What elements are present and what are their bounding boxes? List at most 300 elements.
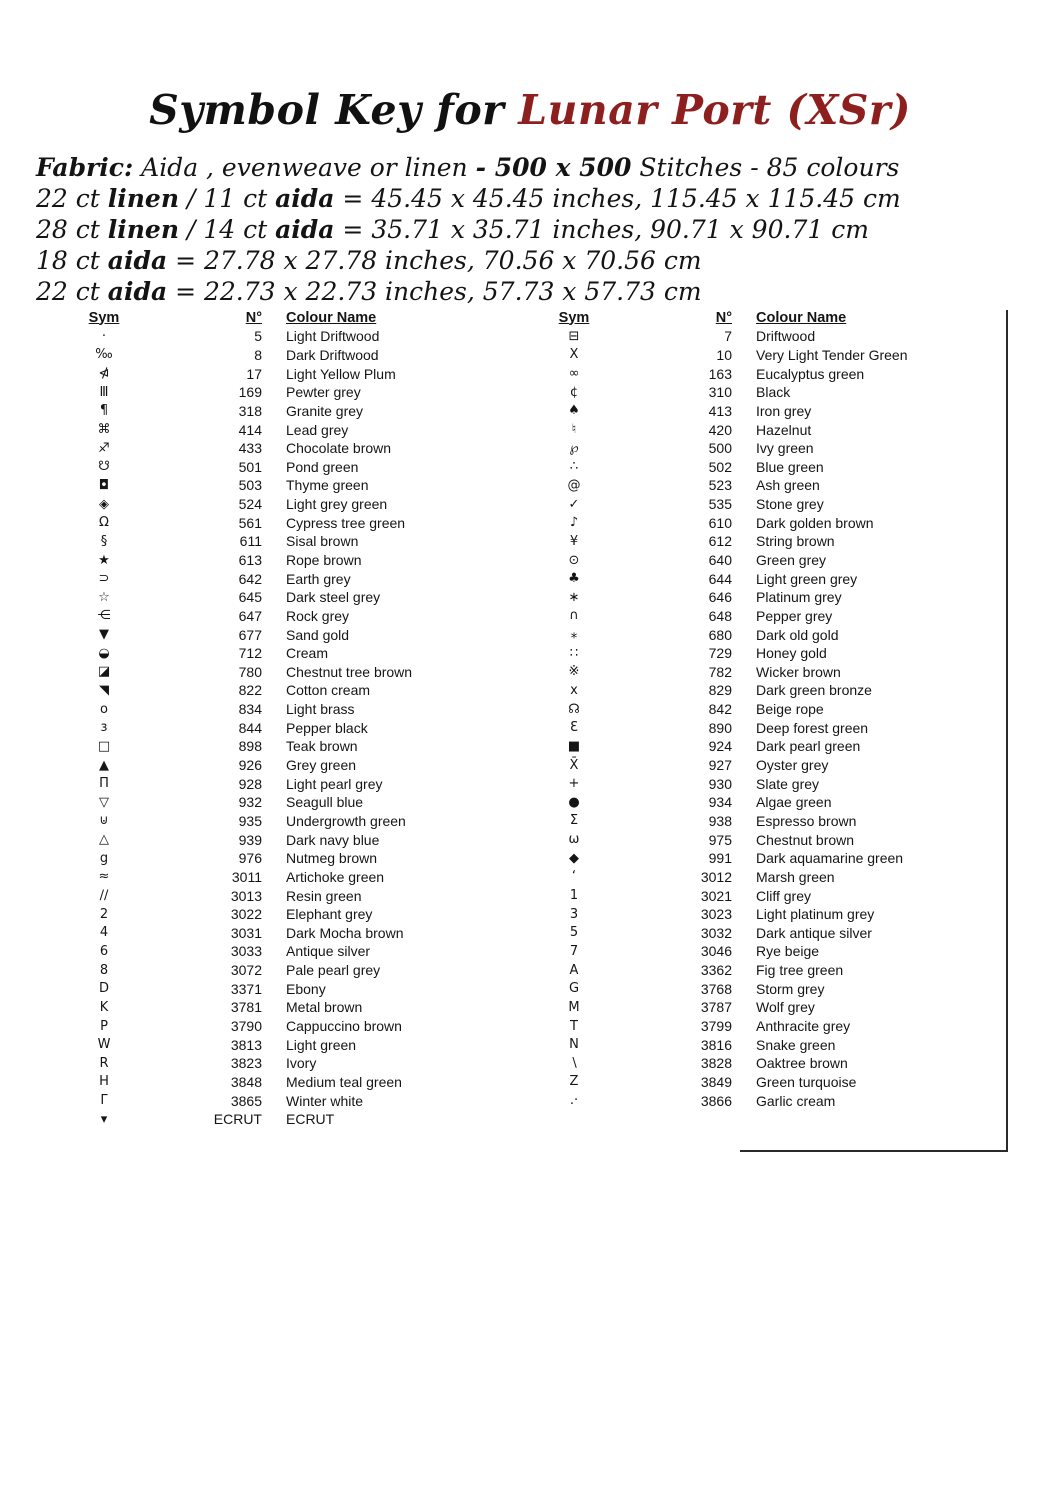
stitch-symbol: D	[98, 981, 109, 997]
thread-number: 10	[716, 346, 732, 363]
thread-number: 610	[708, 514, 732, 531]
key-row	[62, 588, 507, 607]
thread-number: 3012	[700, 868, 732, 885]
thread-number: 3011	[231, 868, 262, 885]
fabric-text-segment: 22 ct	[36, 184, 108, 213]
fabric-spec-line	[36, 214, 1026, 245]
stitch-symbol: N	[569, 1037, 579, 1053]
thread-number: 680	[708, 626, 732, 643]
fabric-text-segment: - 500 x 500	[475, 153, 632, 182]
thread-number: 647	[238, 607, 262, 624]
stitch-symbol: Ⅲ	[99, 384, 109, 400]
key-row	[532, 439, 984, 458]
fabric-text-segment: linen	[107, 215, 180, 244]
stitch-symbol: ·	[101, 328, 107, 344]
colour-name: Oaktree brown	[756, 1055, 848, 1072]
thread-number: 611	[239, 533, 262, 550]
key-row	[62, 402, 507, 421]
stitch-symbol: ◪	[97, 664, 111, 680]
thread-number: 640	[708, 552, 732, 568]
key-row	[532, 625, 984, 644]
colour-name: Sisal brown	[286, 533, 359, 550]
colour-name: Cotton cream	[286, 682, 371, 699]
stitch-symbol: ⋲	[97, 608, 111, 624]
fabric-text-segment: linen	[107, 184, 180, 213]
colour-name: Oyster grey	[756, 757, 829, 774]
stitch-symbol: ✓	[568, 496, 580, 512]
thread-number: 7	[724, 328, 732, 345]
colour-name: Black	[756, 384, 791, 401]
stitch-symbol: ∩	[569, 608, 579, 624]
key-row	[62, 551, 507, 570]
colour-name: ECRUT	[286, 1111, 335, 1128]
colour-name: Green turquoise	[756, 1073, 857, 1090]
colour-name: Storm grey	[756, 980, 825, 997]
colour-name: Pond green	[286, 458, 359, 475]
stitch-symbol: T	[570, 1018, 578, 1034]
thread-number: 644	[708, 570, 732, 587]
thread-number: 420	[708, 421, 732, 438]
colour-name: Granite grey	[286, 402, 364, 419]
stitch-symbol: g	[99, 850, 109, 866]
thread-number: 3033	[230, 943, 262, 960]
fabric-text-segment: = 27.78 x 27.78 inches, 70.56 x 70.56 cm	[167, 246, 702, 275]
colour-name: Fig tree green	[756, 962, 844, 979]
stitch-symbol: x	[570, 682, 578, 698]
stitch-symbol: R	[99, 1055, 109, 1071]
stitch-symbol: ☋	[98, 459, 110, 475]
key-row	[62, 1073, 507, 1092]
stitch-symbol: X	[569, 347, 579, 363]
thread-number: 927	[708, 757, 732, 774]
stitch-symbol: Σ	[569, 813, 579, 829]
thread-number: 535	[708, 496, 732, 513]
colour-name: Dark pearl green	[756, 738, 861, 755]
key-row	[532, 644, 984, 663]
fabric-text-segment: = 22.73 x 22.73 inches, 57.73 x 57.73 cm	[167, 277, 702, 306]
colour-name: Rock grey	[286, 607, 350, 624]
thread-number: 976	[238, 850, 262, 867]
header-sym: Sym	[558, 309, 590, 326]
colour-name: Dark steel grey	[286, 589, 381, 606]
colour-name: Espresso brown	[756, 812, 857, 829]
thread-number: 3013	[230, 887, 262, 904]
key-row	[532, 718, 984, 737]
colour-name: Cream	[286, 645, 329, 662]
colour-name: Ivory	[286, 1055, 317, 1072]
stitch-symbol: ω	[568, 832, 580, 848]
colour-name: Blue green	[756, 458, 824, 475]
thread-number: 3813	[230, 1036, 262, 1053]
key-row	[532, 774, 984, 793]
fabric-text-segment: aida	[275, 184, 335, 213]
key-row	[532, 513, 984, 532]
thread-number: 3031	[230, 924, 262, 941]
stitch-symbol: ◒	[98, 645, 110, 661]
key-row	[62, 495, 507, 514]
title-pattern-name: Lunar Port (XSr)	[518, 86, 911, 134]
key-row	[62, 756, 507, 775]
thread-number: 3799	[700, 1018, 732, 1035]
colour-name: Elephant grey	[286, 906, 373, 923]
thread-number: 939	[238, 831, 262, 848]
key-table-right-header	[532, 308, 984, 327]
key-row	[62, 905, 507, 924]
stitch-symbol: M	[568, 999, 580, 1015]
colour-name: Honey gold	[756, 645, 827, 662]
key-row	[62, 346, 507, 365]
stitch-symbol: ∗	[568, 589, 580, 605]
thread-number: 712	[238, 645, 262, 662]
stitch-symbol: ♮	[571, 422, 577, 438]
colour-name: Sand gold	[286, 626, 350, 643]
colour-name: Green grey	[756, 552, 827, 568]
fabric-text-segment: / 14 ct	[179, 215, 276, 244]
thread-number: 163	[708, 365, 732, 382]
key-row	[62, 663, 507, 682]
colour-name: Slate grey	[756, 775, 820, 792]
colour-name: Light brass	[286, 701, 355, 718]
stitch-symbol: ◥	[99, 682, 109, 698]
key-row	[532, 812, 984, 831]
colour-name: Dark aquamarine green	[756, 850, 904, 867]
key-row	[62, 625, 507, 644]
colour-name: Deep forest green	[756, 719, 869, 736]
fabric-spec-line	[36, 276, 1026, 307]
fabric-text-segment: = 35.71 x 35.71 inches, 90.71 x 90.71 cm	[334, 215, 869, 244]
fabric-text-segment: 18 ct	[36, 246, 108, 275]
stitch-symbol: ☆	[98, 589, 110, 605]
title-prefix: Symbol Key for	[149, 86, 505, 134]
key-row	[532, 663, 984, 682]
stitch-symbol: 1	[569, 888, 579, 904]
thread-number: 3362	[700, 962, 732, 979]
key-row	[532, 607, 984, 626]
key-row	[62, 812, 507, 831]
colour-name: Pale pearl grey	[286, 962, 381, 979]
thread-number: 648	[708, 607, 732, 624]
thread-number: 414	[238, 421, 262, 438]
fabric-text-segment: 22 ct	[36, 277, 108, 306]
key-row	[62, 420, 507, 439]
colour-name: Winter white	[286, 1092, 364, 1109]
key-row	[62, 439, 507, 458]
thread-number: 3072	[230, 962, 262, 979]
thread-number: 3768	[700, 980, 732, 997]
thread-number: 729	[708, 645, 732, 662]
colour-name: Light Yellow Plum	[286, 365, 396, 382]
key-table-right-rows	[532, 327, 984, 1110]
key-row	[532, 532, 984, 551]
stitch-symbol: P	[100, 1018, 108, 1034]
key-row	[62, 476, 507, 495]
colour-name: Dark old gold	[756, 626, 839, 643]
thread-number: 3046	[700, 943, 732, 960]
stitch-symbol: K	[99, 999, 109, 1015]
stitch-symbol: ⌘	[97, 422, 111, 438]
stitch-symbol: W	[97, 1037, 111, 1053]
thread-number: 561	[238, 514, 262, 531]
colour-name: Chestnut brown	[756, 831, 855, 848]
stitch-symbol: ●	[568, 794, 580, 810]
stitch-symbol: Z	[569, 1074, 579, 1090]
stitch-symbol: ∷	[569, 645, 579, 661]
colour-name: Dark antique silver	[756, 924, 872, 941]
colour-name: Very Light Tender Green	[756, 346, 908, 363]
fabric-text-segment: aida	[107, 277, 168, 306]
table-right-border-line	[1006, 310, 1008, 1152]
stitch-symbol: ◆	[569, 850, 579, 866]
key-table-left-rows	[62, 327, 507, 1129]
key-row	[532, 383, 984, 402]
stitch-symbol: 3	[569, 906, 579, 922]
key-row	[532, 457, 984, 476]
thread-number: 3022	[230, 906, 262, 923]
key-row	[532, 849, 984, 868]
colour-name: Pepper grey	[756, 607, 833, 624]
stitch-symbol: H	[99, 1074, 109, 1090]
key-table-left	[62, 308, 507, 1129]
header-num: N°	[245, 309, 262, 326]
colour-name: Seagull blue	[286, 794, 364, 811]
stitch-symbol: ¶	[99, 403, 109, 419]
stitch-symbol: X̄	[569, 757, 579, 773]
key-row	[62, 644, 507, 663]
key-row	[62, 1035, 507, 1054]
stitch-symbol: 7	[569, 943, 579, 959]
thread-number: 991	[708, 850, 732, 867]
thread-number: 780	[238, 663, 262, 680]
thread-number: 612	[708, 533, 732, 550]
thread-number: 928	[238, 775, 262, 792]
stitch-symbol: 8	[99, 962, 109, 978]
colour-name: Light green	[286, 1036, 357, 1053]
colour-name: Artichoke green	[286, 868, 385, 885]
key-row	[532, 551, 984, 570]
table-bottom-border-line	[740, 1150, 1006, 1152]
stitch-symbol: ∕∕	[99, 888, 109, 904]
stitch-symbol: ⁎	[570, 627, 578, 643]
key-row	[532, 942, 984, 961]
key-row	[62, 830, 507, 849]
thread-number: 3032	[700, 924, 732, 941]
colour-name: Lead grey	[286, 421, 349, 438]
key-row	[62, 942, 507, 961]
key-row	[532, 1054, 984, 1073]
header-num: N°	[715, 309, 732, 326]
colour-name: Undergrowth green	[286, 812, 406, 829]
key-row	[62, 513, 507, 532]
colour-name: Pewter grey	[286, 384, 361, 401]
colour-name: Garlic cream	[756, 1092, 836, 1109]
colour-name: Chestnut tree brown	[286, 663, 413, 680]
fabric-block	[36, 152, 1026, 307]
stitch-symbol: ★	[98, 552, 110, 568]
key-row	[532, 737, 984, 756]
key-row	[62, 1091, 507, 1110]
stitch-symbol: □	[97, 738, 111, 754]
fabric-text-segment: Aida , evenweave or linen	[133, 153, 476, 182]
stitch-symbol: ⊃	[98, 571, 110, 587]
fabric-text-segment: aida	[275, 215, 335, 244]
stitch-symbol: ◈	[99, 496, 109, 512]
colour-name: Nutmeg brown	[286, 850, 378, 867]
key-row	[532, 588, 984, 607]
thread-number: 5	[254, 328, 262, 345]
stitch-symbol: ♪	[569, 515, 579, 531]
key-row	[62, 700, 507, 719]
stitch-symbol: 5	[569, 925, 579, 941]
key-row	[62, 868, 507, 887]
key-row	[532, 327, 984, 346]
stitch-symbol: ∴	[569, 459, 579, 475]
key-row	[532, 476, 984, 495]
thread-number: 935	[238, 812, 262, 829]
key-row	[62, 1110, 507, 1129]
stitch-symbol: ☊	[568, 701, 580, 717]
key-row	[532, 998, 984, 1017]
key-row	[532, 1073, 984, 1092]
thread-number: 502	[708, 458, 732, 475]
thread-number: 924	[708, 738, 732, 755]
stitch-symbol: ≈	[98, 869, 110, 885]
stitch-symbol: ⋪	[98, 366, 110, 382]
thread-number: 3848	[230, 1073, 262, 1090]
stitch-symbol: 2	[99, 906, 109, 922]
colour-name: Beige rope	[756, 701, 824, 718]
colour-name: Thyme green	[286, 477, 369, 494]
thread-number: 500	[708, 440, 732, 457]
thread-number: 8	[254, 346, 262, 363]
thread-number: 677	[238, 626, 262, 643]
colour-name: Driftwood	[756, 328, 816, 345]
colour-name: Platinum grey	[756, 589, 842, 606]
stitch-symbol: Ɛ	[570, 720, 578, 736]
colour-name: Cliff grey	[756, 887, 811, 904]
key-row	[532, 793, 984, 812]
key-row	[532, 569, 984, 588]
thread-number: 829	[708, 682, 732, 699]
stitch-symbol: ¥	[569, 533, 579, 549]
page-title	[0, 86, 1060, 134]
stitch-symbol: ◘	[98, 477, 110, 493]
stitch-symbol: 4	[99, 925, 109, 941]
key-row	[62, 998, 507, 1017]
key-row	[62, 681, 507, 700]
colour-name: String brown	[756, 533, 835, 550]
stitch-symbol: ɜ	[100, 720, 108, 736]
thread-number: 782	[708, 663, 732, 680]
stitch-symbol: ∖	[569, 1055, 579, 1071]
thread-number: 932	[238, 794, 262, 811]
colour-name: Ivy green	[756, 440, 814, 457]
colour-name: Cappuccino brown	[286, 1018, 402, 1035]
thread-number: 17	[246, 365, 262, 382]
key-row	[532, 346, 984, 365]
thread-number: 822	[238, 682, 262, 699]
fabric-spec-line	[36, 245, 1026, 276]
thread-number: 930	[708, 775, 732, 792]
stitch-symbol: o	[100, 701, 108, 717]
key-row	[532, 830, 984, 849]
stitch-symbol: ※	[568, 664, 580, 680]
thread-number: 413	[708, 402, 732, 419]
fabric-text-segment: Fabric:	[36, 153, 134, 182]
thread-number: 3787	[700, 999, 732, 1016]
key-row	[532, 402, 984, 421]
key-table-left-header	[62, 308, 507, 327]
key-row	[62, 457, 507, 476]
key-row	[532, 700, 984, 719]
colour-name: Rye beige	[756, 943, 820, 960]
stitch-symbol: A	[569, 962, 579, 978]
stitch-symbol: ▲	[99, 757, 109, 773]
thread-number: 523	[708, 477, 732, 494]
thread-number: 890	[708, 719, 732, 736]
thread-number: 642	[238, 570, 262, 587]
thread-number: 646	[708, 589, 732, 606]
thread-number: 169	[238, 384, 262, 401]
stitch-symbol: ▼	[99, 627, 109, 643]
thread-number: 501	[238, 458, 262, 475]
colour-name: Rope brown	[286, 552, 362, 568]
key-row	[532, 1091, 984, 1110]
colour-name: Snake green	[756, 1036, 836, 1053]
thread-number: 3823	[230, 1055, 262, 1072]
stitch-symbol: ▾	[100, 1111, 108, 1127]
thread-number: 3865	[230, 1092, 262, 1109]
colour-name: Algae green	[756, 794, 832, 811]
header-sym: Sym	[88, 309, 120, 326]
colour-name: Ebony	[286, 980, 326, 997]
colour-name: Resin green	[286, 887, 362, 904]
key-row	[532, 756, 984, 775]
colour-name: Teak brown	[286, 738, 358, 755]
key-row	[62, 1017, 507, 1036]
key-row	[62, 849, 507, 868]
colour-name: Light green grey	[756, 570, 858, 587]
key-row	[532, 1017, 984, 1036]
thread-number: 3781	[230, 999, 262, 1016]
fabric-spec-line	[36, 152, 1026, 183]
header-colour-name: Colour Name	[756, 309, 847, 326]
fabric-text-segment: aida	[107, 246, 168, 275]
thread-number: 3371	[230, 980, 262, 997]
key-row	[62, 793, 507, 812]
key-row	[532, 905, 984, 924]
stitch-symbol: Ω	[99, 515, 109, 531]
fabric-text-segment: Stitches - 85 colours	[631, 153, 900, 182]
colour-name: Cypress tree green	[286, 514, 406, 531]
key-row	[62, 1054, 507, 1073]
colour-name: Dark Mocha brown	[286, 924, 404, 941]
thread-number: 975	[708, 831, 732, 848]
key-row	[532, 681, 984, 700]
stitch-symbol: Π	[99, 776, 109, 792]
key-row	[62, 718, 507, 737]
stitch-symbol: ∞	[568, 366, 580, 382]
colour-name: Marsh green	[756, 868, 835, 885]
colour-name: Grey green	[286, 757, 357, 774]
stitch-symbol: G	[568, 981, 580, 997]
stitch-symbol: .·	[569, 1093, 579, 1109]
key-row	[62, 737, 507, 756]
thread-number: 842	[708, 701, 732, 718]
stitch-symbol: ⊟	[568, 328, 580, 344]
thread-number: 524	[238, 496, 262, 513]
stitch-symbol: ♐	[98, 440, 110, 456]
stitch-symbol: ‘	[571, 869, 577, 885]
